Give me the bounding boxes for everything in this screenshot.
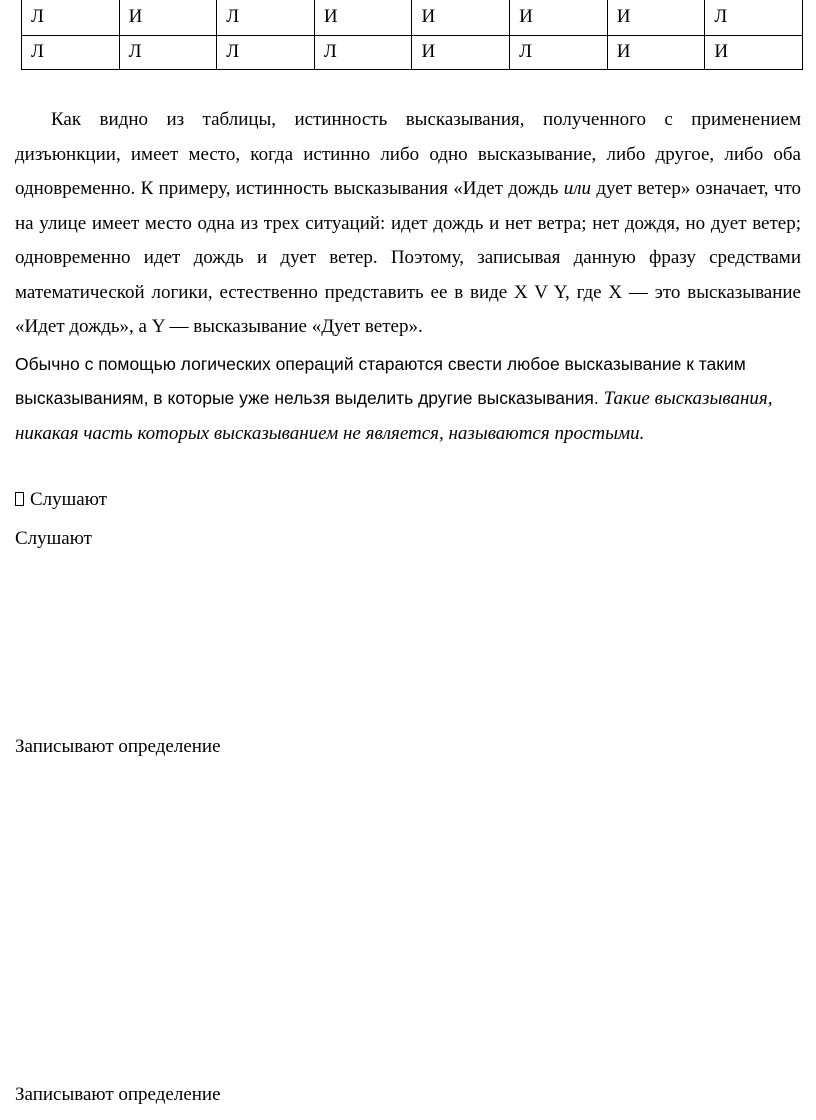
table-cell: Л (314, 35, 412, 69)
table-row (22, 0, 803, 35)
disjunction-paragraph (15, 103, 801, 345)
table-cell: И (412, 0, 510, 35)
table-cell: Л (119, 35, 217, 69)
table-cell: И (119, 0, 217, 35)
table-cell: Л (217, 0, 315, 35)
truth-table (21, 0, 803, 70)
table-cell: И (607, 0, 705, 35)
table-cell: И (510, 0, 608, 35)
table-cell: Л (22, 35, 120, 69)
simple-statements-text: Обычно с помощью логических операций стараются свести любое высказывание к таким высказываниям, в которые уже нельзя выделить другие высказывания. (15, 354, 746, 408)
simple-statements-definition: Такие высказывания, никакая часть которых высказыванием не является, называются простыми. (15, 388, 773, 444)
paragraph-italic-word: или (563, 178, 591, 199)
write-definition-line-1: Записывают определение (15, 736, 221, 757)
table-cell: Л (510, 35, 608, 69)
table-cell: Л (217, 35, 315, 69)
table-cell: И (705, 35, 803, 69)
truth-table-body (22, 0, 803, 69)
table-cell: Л (705, 0, 803, 35)
paragraph-text-end: дует ветер» означает, что на улице имеет место одна из трех ситуаций: идет дождь и нет ветра; нет дождя, но дует ветер; одновременно идет дождь и дует ветер. Поэтому, записывая данную фразу средствами математической логики, естественно представить ее в виде X V Y, где X — это высказывание «Идет дождь», а Y — высказывание «Дует ветер». (15, 178, 801, 337)
table-cell: И (314, 0, 412, 35)
listen-line: Слушают (15, 528, 92, 549)
write-definition-line-2: Записывают определение (15, 1084, 221, 1105)
paragraph-text-start: Как видно из таблицы, истинность высказывания, полученного с применением дизъюнкции, имеет место, когда истинно либо одно высказывание, либо другое, либо оба одновременно. К примеру, истинность высказывания «Идет дождь (15, 109, 801, 199)
table-cell: И (607, 35, 705, 69)
table-cell: Л (22, 0, 120, 35)
table-row (22, 35, 803, 69)
bulleted-line-text: Слушают (30, 489, 107, 510)
missing-glyph-bullet-icon (15, 492, 24, 506)
table-cell: И (412, 35, 510, 69)
bulleted-line (15, 489, 107, 511)
simple-statements-paragraph (15, 347, 801, 451)
